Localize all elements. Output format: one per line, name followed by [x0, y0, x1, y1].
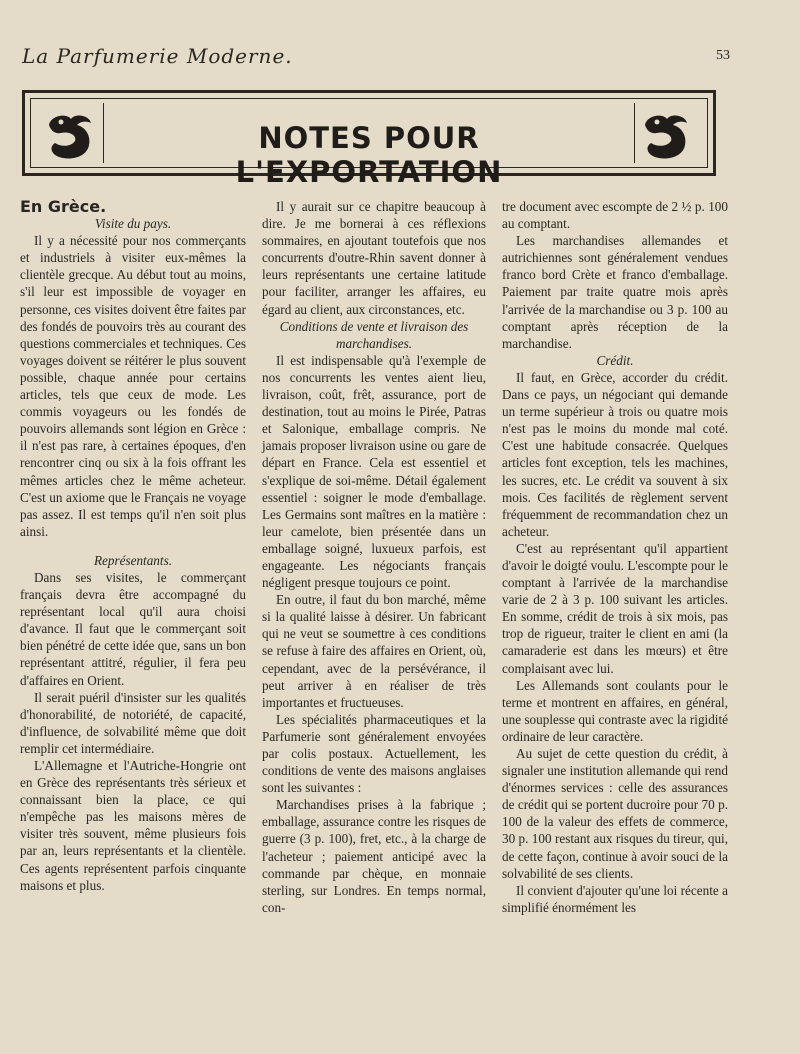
column-2 [262, 198, 486, 916]
paragraph: Il convient d'ajouter qu'une loi récente a simplifié énormément les [502, 882, 728, 915]
paragraph: Les spécialités pharmaceutiques et la Parfumerie sont généralement envoyées par colis postaux. Actuellement, les conditions de vente des maisons anglaises sont les suivantes : [262, 711, 486, 796]
paragraph: Il est indispensable qu'à l'exemple de nos concurrents les ventes aient lieu, livraison, coût, frêt, assurance, port de destination, tout au moins le Pirée, Patras et Salonique, emballage compris. Ne jamais proposer livraison usine ou gare de départ en France. Cela est essentiel et s'explique de soi-même. Détail également essentiel : soigner le mode d'emballage. Les Germains sont maîtres en la matière : leur camelote, bien présentée dans un emballage soigné, luxueux parfois, est engageante. Les négociants français négligent presque toujours ce point. [262, 352, 486, 591]
paragraph: L'Allemagne et l'Autriche-Hongrie ont en Grèce des représentants très sérieux et connaissant bien la place, ce qui n'empêche pas les maisons mères de visiter très souvent, même plusieurs fois par an, leurs représentants et la clientèle. Ces agents représentent parfois cinquante maisons et plus. [20, 758, 246, 893]
paragraph: Il faut, en Grèce, accorder du crédit. Dans ce pays, un négociant qui demande un terme supérieur à trois ou quatre mois n'est pas le moins du monde mal coté. C'est une habitude consacrée. Quelques articles font exception, tels les machines, les sucres, etc. Le crédit va souvent à six mois. Ces facilités de règlement servent fréquemment de recommandation chez un acheteur. [502, 369, 728, 539]
column-1 [20, 198, 246, 894]
paragraph: Il y aurait sur ce chapitre beaucoup à dire. Je me bornerai à ces réflexions sommaires, en ajoutant toutefois que nos concurrents d'outre-Rhin savent donner à leurs représentants une certaine latitude pour faciliter, arranger les affaires, eu égard au client, aux circonstances, etc. [262, 199, 486, 317]
spacer [20, 540, 246, 552]
banner-title: NOTES POUR L'EXPORTATION [235, 121, 503, 189]
subheading: Visite du pays. [94, 216, 172, 232]
serpent-emblem-icon [41, 107, 101, 167]
paragraph: tre document avec escompte de 2 ½ p. 100 au comptant. [502, 199, 728, 232]
banner-inner-frame [30, 98, 708, 189]
paragraph: Il y a nécessité pour nos commerçants et industriels à visiter eux-mêmes la clientèle grecque. Au début tout au moins, s'il leur est impossible de voyager en personne, ces visites doivent être faites par des fondés de pouvoirs très au courant des questions commerciales et techniques. Ces voyages doivent se réitérer le plus souvent possible, chaque année pour certains articles, tels que ceux de mode. Les commis voyageurs ou les fondés de pouvoirs allemands sont légion en Grèce : il n'est pas rare, à certaines époques, d'en rencontrer cinq ou six à la fois offrant les mêmes articles chez le même acheteur. C'est un axiome que le Français ne voyage pas assez. Il est temps qu'il n'en soit plus ainsi. [20, 233, 246, 539]
section-title: En Grèce. [20, 197, 107, 216]
paragraph: En outre, il faut du bon marché, même si la qualité laisse à désirer. Un fabricant qui ne veut se soumettre à ces conditions se refuse à faire des affaires en Orient, où, cependant, avec de la persévérance, il peut arriver à en réaliser de très importantes et fructueuses. [262, 592, 486, 710]
paragraph: Dans ses visites, le commerçant français devra être accompagné du représentant local qu'il aura choisi d'avance. Il faut que le commerçant soit bien pénétré de cette idée que, sans un bon représentant attitré, régulier, il fera peu d'affaires en Orient. [20, 569, 246, 688]
subheading: Conditions de vente et livraison des marchandises. [279, 318, 469, 351]
paragraph: Il serait puéril d'insister sur les qualités d'honorabilité, de notoriété, de capacité, d'influence, de solvabilité même que doit remplir cet intermédiaire. [20, 689, 246, 756]
subheading: Représentants. [93, 552, 172, 568]
paragraph: Marchandises prises à la fabrique ; emballage, assurance contre les risques de guerre (3 p. 100), fret, etc., à la charge de l'acheteur ; paiement anticipé avec la commande par chèque, en monnaie sterling, sur Londres. En temps normal, con- [262, 797, 486, 915]
running-title: La Parfumerie Moderne. [22, 44, 293, 68]
column-3 [502, 198, 728, 916]
paragraph: Les Allemands sont coulants pour le terme et montrent en affaires, en général, une souplesse qui contraste avec la rigidité ordinaire de leur caractère. [502, 677, 728, 744]
page-number: 53 [716, 48, 730, 63]
serpent-emblem-icon [637, 107, 697, 167]
paragraph: Au sujet de cette question du crédit, à signaler une institution allemande qui rend d'énormes services : celle des assurances de crédit qui se portent ducroire pour 70 p. 100 de la valeur des effets de commerce, 30 p. 100 restant aux risques du tireur, qui, de cette façon, continue à avoir souci de la solvabilité de ses clients. [502, 746, 728, 881]
paragraph: Les marchandises allemandes et autrichiennes sont généralement vendues franco bord Crète et franco d'emballage. Paiement par traite quatre mois après l'arrivée de la marchandise ou 3 p. 100 au comptant après réception de la marchandise. [502, 233, 728, 351]
title-banner [22, 90, 716, 189]
subheading: Crédit. [596, 352, 634, 368]
paragraph: C'est au représentant qu'il appartient d'avoir le doigté voulu. L'escompte pour le comptant à l'arrivée de la marchandise varie de 2 à 3 p. 100 suivant les articles. En somme, crédit de trois à six mois, pas trop de rigueur, traiter le client en ami (la camaraderie est dans les mœurs) et être complaisant avec lui. [502, 540, 728, 676]
